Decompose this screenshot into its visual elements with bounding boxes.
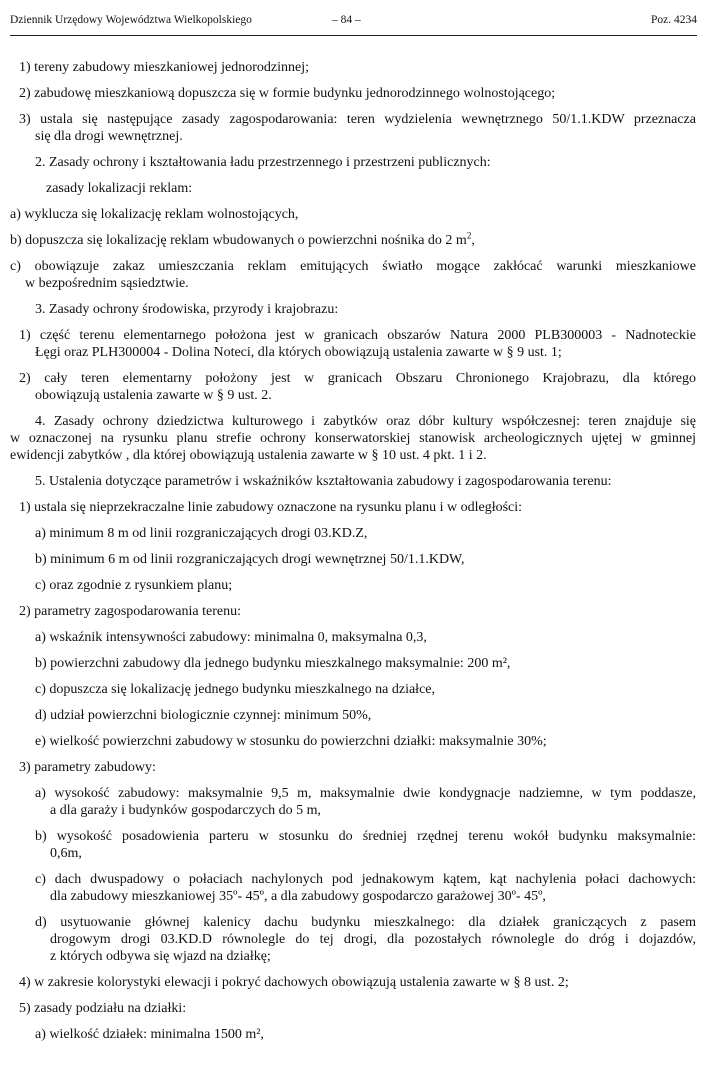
- text-line: a) wskaźnik intensywności zabudowy: minimalna 0, maksymalna 0,3,: [35, 630, 427, 645]
- text-line: Łęgi oraz PLH300004 - Dolina Noteci, dla których obowiązują ustalenia zawarte w § 9 ust. 1;: [35, 345, 562, 360]
- text-line: 2) cały teren elementarny położony jest w granicach Obszaru Chronionego Krajobrazu, dla którego: [19, 371, 696, 386]
- text-line: 2) zabudowę mieszkaniową dopuszcza się w formie budynku jednorodzinnego wolnostojącego;: [19, 86, 556, 101]
- text-line: d) usytuowanie głównej kalenicy dachu budynku mieszkalnego: dla działek graniczących z pasem: [35, 915, 696, 930]
- text-line: c) dopuszcza się lokalizację jednego budynku mieszkalnego na działce,: [35, 682, 435, 697]
- text-line: 4) w zakresie kolorystyki elewacji i pokryć dachowych obowiązują ustalenia zawarte w § 8 ust. 2;: [19, 975, 569, 990]
- text-line: d) udział powierzchni biologicznie czynnej: minimum 50%,: [35, 708, 372, 723]
- text-line: b) minimum 6 m od linii rozgraniczających drogi wewnętrznej 50/1.1.KDW,: [35, 552, 465, 567]
- section-heading: 4. Zasady ochrony dziedzictwa kulturowego i zabytków oraz dóbr kultury współczesnej: teren znajduje się: [35, 414, 696, 429]
- text-line: 1) tereny zabudowy mieszkaniowej jednorodzinnej;: [19, 60, 310, 75]
- text-line: 1) część terenu elementarnego położona jest w granicach obszarów Natura 2000 PLB300003 - Nadnoteckie: [19, 328, 696, 343]
- text-line: c) obowiązuje zakaz umieszczania reklam emitujących światło mogące zakłócać warunki mieszkaniowe: [10, 259, 696, 274]
- position-number: Poz. 4234: [651, 14, 697, 26]
- text-line: dla zabudowy mieszkaniowej 35º- 45º, a dla zabudowy gospodarczo garażowej 30º- 45º,: [50, 889, 546, 904]
- text-line: drogowym drogi 03.KD.D równolegle do tej drogi, dla pozostałych równolegle do dróg i dojazdów,: [50, 932, 696, 947]
- text-line: e) wielkość powierzchni zabudowy w stosunku do powierzchni działki: maksymalnie 30%;: [35, 734, 547, 749]
- text-line: b) dopuszcza się lokalizację reklam wbudowanych o powierzchni nośnika do 2 $m^2$,: [10, 230, 475, 248]
- section-heading: 3. Zasady ochrony środowiska, przyrody i krajobrazu:: [35, 302, 339, 317]
- text-line: a) wysokość zabudowy: maksymalnie 9,5 m, maksymalnie dwie kondygnacje nadziemne, w tym poddasze,: [35, 786, 696, 801]
- text-line: 3) parametry zabudowy:: [19, 760, 156, 775]
- text-line: w bezpośrednim sąsiedztwie.: [25, 276, 189, 291]
- text-line: 1) ustala się nieprzekraczalne linie zabudowy oznaczone na rysunku planu i w odległości:: [19, 500, 523, 515]
- text-line: c) oraz zgodnie z rysunkiem planu;: [35, 578, 233, 593]
- text-line: a) wyklucza się lokalizację reklam wolnostojących,: [10, 207, 299, 222]
- text-line: b) powierzchni zabudowy dla jednego budynku mieszkalnego maksymalnie: 200 m²,: [35, 656, 511, 671]
- text-line: zasady lokalizacji reklam:: [46, 181, 193, 196]
- text-line: a dla garaży i budynków gospodarczych do 5 m,: [50, 803, 321, 818]
- text-line: obowiązują ustalenia zawarte w § 9 ust. 2.: [35, 388, 272, 403]
- text-line: ewidencji zabytków , dla której obowiązują ustalenia zawarte w § 10 ust. 4 pkt. 1 i 2.: [10, 448, 487, 463]
- header-rule: [10, 35, 697, 36]
- text-line: w oznaczonej na rysunku planu strefie ochrony konserwatorskiej stanowisk archeologicznych ujętej w gminnej: [10, 431, 696, 446]
- text-line: 2) parametry zagospodarowania terenu:: [19, 604, 241, 619]
- text-line: b) wysokość posadowienia parteru w stosunku do średniej rzędnej terenu wokół budynku maksymalnie:: [35, 829, 696, 844]
- text-line: z których odbywa się wjazd na działkę;: [50, 949, 271, 964]
- page-number: – 84 –: [332, 14, 361, 26]
- section-heading: 2. Zasady ochrony i kształtowania ładu przestrzennego i przestrzeni publicznych:: [35, 155, 491, 170]
- text-line: 3) ustala się następujące zasady zagospodarowania: teren wydzielenia wewnętrznego 50/1.1.KDW przeznacza: [19, 112, 696, 127]
- journal-title: Dziennik Urzędowy Województwa Wielkopolskiego: [10, 14, 252, 26]
- text-line: 0,6m,: [50, 846, 82, 861]
- text-line: się dla drogi wewnętrznej.: [35, 129, 183, 144]
- text-line: a) wielkość działek: minimalna 1500 m²,: [35, 1027, 264, 1042]
- text-line: a) minimum 8 m od linii rozgraniczających drogi 03.KD.Z,: [35, 526, 368, 541]
- text-line: 5) zasady podziału na działki:: [19, 1001, 187, 1016]
- section-heading: 5. Ustalenia dotyczące parametrów i wskaźników kształtowania zabudowy i zagospodarowania terenu:: [35, 474, 612, 489]
- text-line: c) dach dwuspadowy o połaciach nachylonych pod jednakowym kątem, kąt nachylenia połaci dachowych:: [35, 872, 696, 887]
